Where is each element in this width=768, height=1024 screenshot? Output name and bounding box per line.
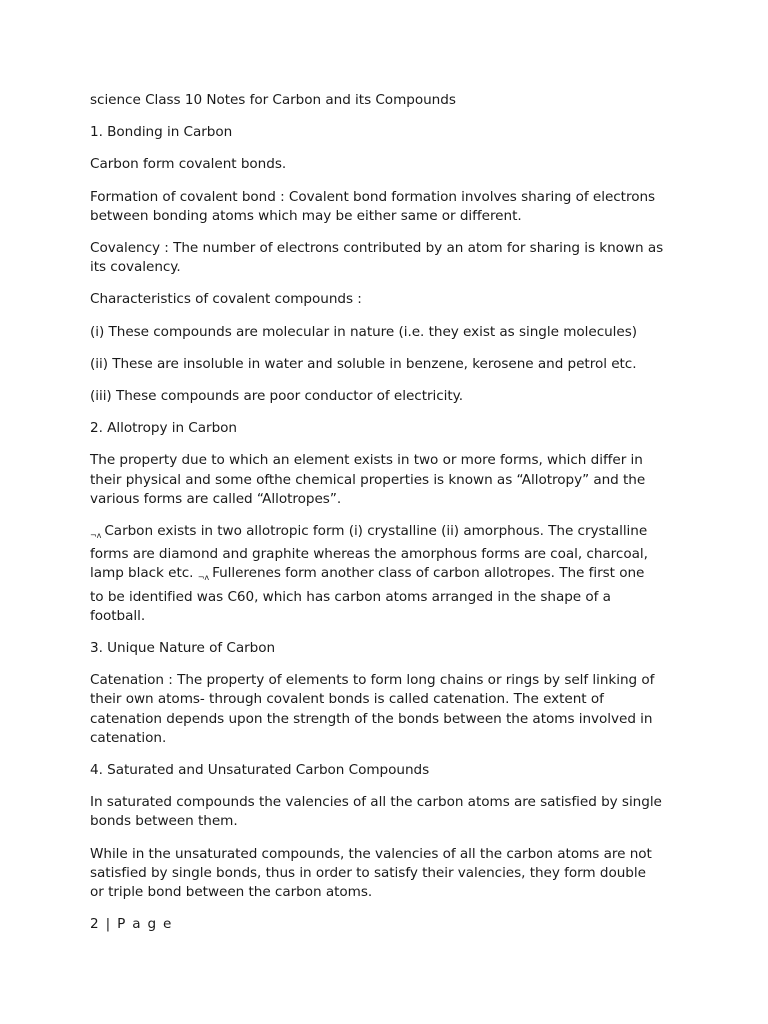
section-heading-saturated: 4. Saturated and Unsaturated Carbon Compounds [90, 762, 430, 779]
paragraph-covalency: Covalency : The number of electrons contributed by an atom for sharing is known as its covalency. [90, 240, 664, 276]
page-number-footer: 2 | P a g e [90, 916, 173, 933]
paragraph-allotropic-forms-text-a: Carbon exists in two allotropic form (i) crystalline (ii) amorphous. The crystalline forms are diamond and graphite whereas the amorphous forms are coal, charcoal, lamp black etc. [90, 523, 648, 582]
list-item-poor-conductor: (iii) These compounds are poor conductor of electricity. [90, 388, 464, 405]
list-item-molecular: (i) These compounds are molecular in nature (i.e. they exist as single molecules) [90, 323, 638, 340]
paragraph-allotropy-definition: The property due to which an element exists in two or more forms, which differ in their physical and some ofthe chemical properties is known as “Allotropy” and the various forms are called “Allotropes”. [90, 452, 646, 507]
section-heading-allotropy: 2. Allotropy in Carbon [90, 420, 237, 437]
section-heading-unique-nature: 3. Unique Nature of Carbon [90, 640, 276, 657]
paragraph-allotropic-forms [90, 522, 690, 626]
paragraph-covalent-bonds: Carbon form covalent bonds. [90, 156, 287, 173]
bullet-glyph: ¬ʌ [90, 531, 102, 541]
section-heading-bonding: 1. Bonding in Carbon [90, 124, 233, 141]
paragraph-formation-covalent-bond: Formation of covalent bond : Covalent bond formation involves sharing of electrons between bonding atoms which may be either same or different. [90, 188, 656, 224]
document-page [90, 91, 690, 948]
paragraph-catenation: Catenation : The property of elements to form long chains or rings by self linking of their own atoms- through covalent bonds is called catenation. The extent of catenation depends upon the strength of the bonds between the atoms involved in catenation. [90, 672, 655, 746]
paragraph-unsaturated: While in the unsaturated compounds, the valencies of all the carbon atoms are not satisfied by single bonds, thus in order to satisfy their valencies, they form double or triple bond between the carbon atoms. [90, 845, 652, 901]
document-title: science Class 10 Notes for Carbon and its Compounds [90, 92, 456, 108]
paragraph-allotropic-forms-text-b: Fullerenes form another class of carbon allotropes. The first one to be identified was C60, which has carbon atoms arranged in the shape of a football. [90, 565, 645, 624]
bullet-glyph-2: ¬ʌ [197, 573, 210, 583]
list-item-insoluble: (ii) These are insoluble in water and soluble in benzene, kerosene and petrol etc. [90, 355, 637, 372]
paragraph-characteristics: Characteristics of covalent compounds : [90, 291, 362, 308]
paragraph-saturated: In saturated compounds the valencies of all the carbon atoms are satisfied by single bonds between them. [90, 794, 662, 830]
